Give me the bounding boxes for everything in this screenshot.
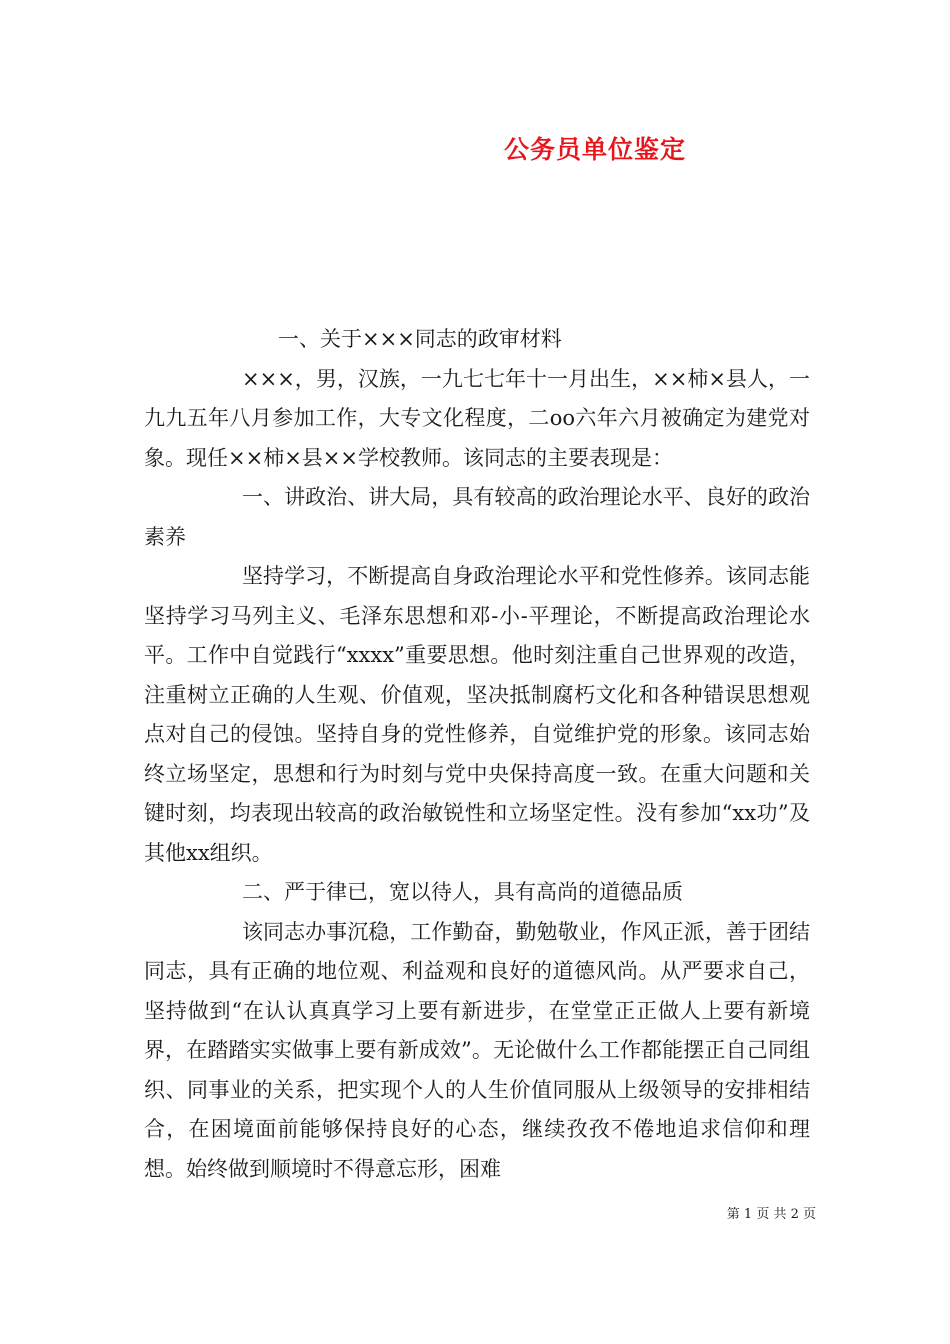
page-number-footer: 第 1 页 共 2 页	[726, 1207, 816, 1222]
intro-paragraph: ×××，男，汉族，一九七七年十一月出生，××柿×县人，一九九五年八月参加工作，大专文化程度，二oo六年六月被确定为建党对象。现任××柿×县××学校教师。该同志的主要表现是：	[144, 366, 810, 470]
section-1-body: 坚持学习，不断提高自身政治理论水平和党性修养。该同志能坚持学习马列主义、毛泽东思想和邓-小-平理论，不断提高政治理论水平。工作中自觉践行“xxxx”重要思想。他时刻注重自己世界观的改造，注重树立正确的人生观、价值观，坚决抵制腐朽文化和各种错误思想观点对自己的侵蚀。坚持自身的党性修养，自觉维护党的形象。该同志始终立场坚定，思想和行为时刻与党中央保持高度一致。在重大问题和关键时刻，均表现出较高的政治敏锐性和立场坚定性。没有参加“xx功”及其他xx组织。	[144, 564, 810, 865]
document-body	[144, 320, 810, 1189]
heading-political-review: 一、关于×××同志的政审材料	[278, 327, 562, 351]
document-title: 公务员单位鉴定	[503, 135, 686, 164]
section-1-title: 一、讲政治、讲大局，具有较高的政治理论水平、良好的政治素养	[144, 485, 810, 549]
section-2-title: 二、严于律已，宽以待人，具有高尚的道德品质	[242, 880, 683, 904]
section-2-body: 该同志办事沉稳，工作勤奋，勤勉敬业，作风正派，善于团结同志，具有正确的地位观、利益观和良好的道德风尚。从严要求自己，坚持做到“在认认真真学习上要有新进步，在堂堂正正做人上要有新境界，在踏踏实实做事上要有新成效”。无论做什么工作都能摆正自己同组织、同事业的关系，把实现个人的人生价值同服从上级领导的安排相结合，在困境面前能够保持良好的心态，继续孜孜不倦地追求信仰和理想。始终做到顺境时不得意忘形，困难	[144, 919, 810, 1181]
